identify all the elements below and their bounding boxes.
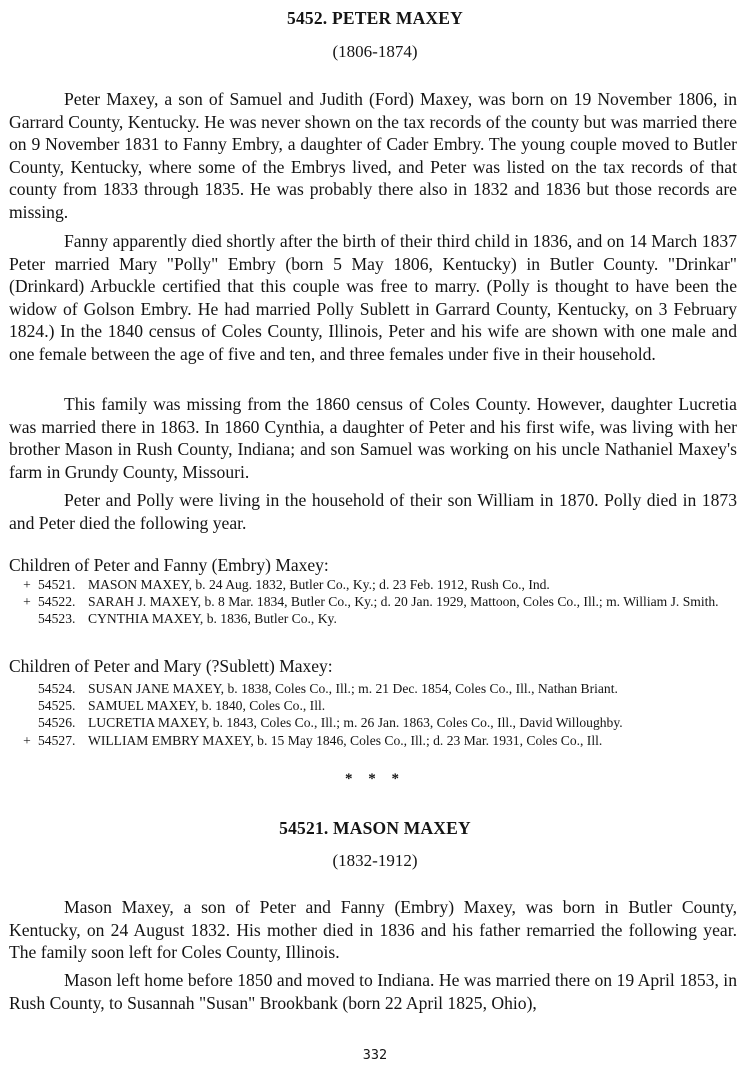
child-text: CYNTHIA MAXEY, b. 1836, Butler Co., Ky. [88, 611, 337, 627]
child-entry [0, 593, 750, 610]
children-heading-mary: Children of Peter and Mary (?Sublett) Maxey: [9, 656, 333, 676]
children-list-mary [0, 680, 750, 749]
page-number: 332 [362, 1047, 388, 1063]
section-years-peter-maxey: (1806-1874) [332, 42, 418, 61]
child-entry [0, 610, 750, 627]
paragraph-2: Fanny apparently died shortly after the birth of their third child in 1836, and on 14 March 1837 Peter married Mary "Polly" Embry (born 5 May 1806, Kentucky) in Butler County. "Drinkar" (Drinkard) Arbuckle certified that this couple was free to marry. (Polly is thought to have been the widow of Golson Embry. He had married Polly Sublett in Garrard County, Kentucky, on 3 February 1824.) In the 1840 census of Coles County, Illinois, Peter and his wife are shown with one male and one female between the age of five and ten, and three females under five in their household. [9, 231, 737, 364]
child-number: 54524. [38, 681, 76, 696]
child-text: MASON MAXEY, b. 24 Aug. 1832, Butler Co., Ky.; d. 23 Feb. 1912, Rush Co., Ind. [88, 577, 550, 592]
child-entry [0, 576, 750, 593]
paragraph-3: This family was missing from the 1860 census of Coles County. However, daughter Lucretia was married there in 1863. In 1860 Cynthia, a daughter of Peter and his first wife, was living with her brother Mason in Rush County, Indiana; and son Samuel was working on his uncle Nathaniel Maxey's farm in Grundy County, Missouri. [9, 394, 737, 482]
child-number: 54525. [38, 698, 76, 714]
paragraph-4: Peter and Polly were living in the household of their son William in 1870. Polly died in 1873 and Peter died the following year. [9, 490, 737, 533]
child-number: 54526. [38, 715, 76, 731]
children-heading-fanny: Children of Peter and Fanny (Embry) Maxey: [9, 555, 329, 575]
child-number: 54523. [38, 611, 76, 627]
section-heading-mason-maxey: 54521. MASON MAXEY [279, 818, 471, 838]
descendant-marker: + [23, 594, 31, 610]
child-entry [0, 697, 750, 714]
descendant-marker: + [23, 732, 31, 748]
child-text: SAMUEL MAXEY, b. 1840, Coles Co., Ill. [88, 698, 326, 714]
section-years-mason-maxey: (1832-1912) [332, 851, 418, 870]
child-number: 54527. [38, 732, 76, 748]
children-list-fanny [0, 576, 750, 628]
child-number: 54521. [38, 577, 76, 592]
paragraph-6: Mason left home before 1850 and moved to Indiana. He was married there on 19 April 1853, in Rush County, to Susannah "Susan" Brookbank (born 22 April 1825, Ohio), [9, 970, 737, 1013]
section-separator: * * * [345, 771, 405, 787]
child-text: LUCRETIA MAXEY, b. 1843, Coles Co., Ill.; m. 26 Jan. 1863, Coles Co., Ill., David Willoughby. [88, 715, 623, 731]
child-entry [0, 732, 750, 749]
section-heading-peter-maxey: 5452. PETER MAXEY [287, 8, 463, 28]
child-number: 54522. [38, 594, 76, 610]
child-text: WILLIAM EMBRY MAXEY, b. 15 May 1846, Coles Co., Ill.; d. 23 Mar. 1931, Coles Co., Ill. [88, 732, 603, 748]
paragraph-5: Mason Maxey, a son of Peter and Fanny (Embry) Maxey, was born in Butler County, Kentucky, on 24 August 1832. His mother died in 1836 and his father remarried the following year. The family soon left for Coles County, Illinois. [9, 897, 737, 963]
child-entry [0, 714, 750, 731]
child-text: SUSAN JANE MAXEY, b. 1838, Coles Co., Ill.; m. 21 Dec. 1854, Coles Co., Ill., Nathan Briant. [88, 681, 618, 696]
descendant-marker: + [23, 577, 31, 592]
paragraph-1: Peter Maxey, a son of Samuel and Judith (Ford) Maxey, was born on 19 November 1806, in Garrard County, Kentucky. He was never shown on the tax records of the county but was married there on 9 November 1831 to Fanny Embry, a daughter of Cader Embry. The young couple moved to Butler County, Kentucky, where some of the Embrys lived, and Peter was listed on the tax records of that county from 1833 through 1835. He was probably there also in 1832 and 1836 but those records are missing. [9, 89, 737, 222]
child-text: SARAH J. MAXEY, b. 8 Mar. 1834, Butler Co., Ky.; d. 20 Jan. 1929, Mattoon, Coles Co., Ill.; m. William J. Smith. [88, 594, 719, 610]
child-entry [0, 680, 750, 697]
